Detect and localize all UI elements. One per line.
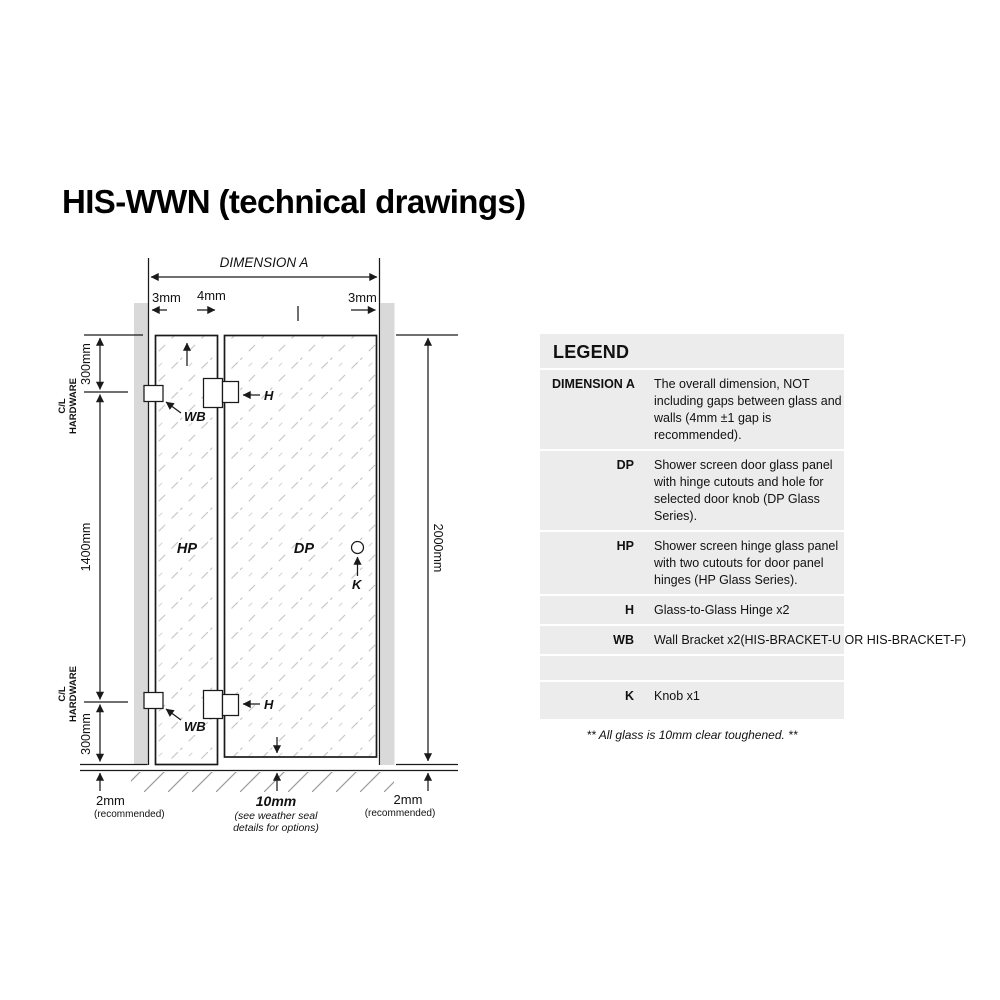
legend-definition: The overall dimension, NOT including gaps between glass and walls (4mm ±1 gap is recommended). <box>654 377 842 442</box>
gap-middle-label: 4mm <box>197 288 226 303</box>
floor <box>80 765 458 793</box>
legend-term: DP <box>616 458 634 472</box>
hinge-panel-label: HP <box>176 541 198 557</box>
legend-term <box>552 662 634 675</box>
wall-bracket-bottom <box>144 693 163 709</box>
floor-hatch <box>131 772 394 792</box>
cl-hardware-top-line1: C/L <box>57 398 68 414</box>
dim-300-top: 300mm <box>79 343 93 385</box>
cl-hardware-bottom-line1: C/L <box>57 686 68 702</box>
dim-2000: 2000mm <box>431 523 445 573</box>
dimension-a <box>151 255 377 277</box>
door-panel-label: DP <box>293 541 315 557</box>
right-dimension-chain <box>396 335 458 761</box>
legend-definition: Wall Bracket x2(HIS-BRACKET-U OR HIS-BRACKET-F) <box>654 633 967 647</box>
legend-definition: Glass-to-Glass Hinge x2 <box>654 603 790 617</box>
legend-term: WB <box>613 633 634 647</box>
hinge-top-tab <box>223 382 239 403</box>
gap-right-label: 3mm <box>348 290 377 305</box>
gap-10mm-note-line2: details for options) <box>233 822 319 834</box>
knob-circle <box>352 542 364 554</box>
left-dimension-chain <box>57 335 143 762</box>
legend-definition: Shower screen door glass panel with hinge cutouts and hole for selected door knob (DP Glass Series). <box>654 458 833 523</box>
gap-2mm-left-note: (recommended) <box>94 809 165 820</box>
wall-bracket-bottom-label: WB <box>184 719 206 734</box>
wall-left <box>134 258 149 765</box>
hinge-top-label: H <box>264 388 274 403</box>
gap-2mm-left-value: 2mm <box>96 793 125 808</box>
cl-hardware-top-line2: HARDWARE <box>68 378 79 434</box>
wall-bracket-top-label: WB <box>184 409 206 424</box>
legend-row-dp <box>540 449 844 530</box>
hinge-top-body <box>204 379 223 408</box>
hinge-bottom-body <box>204 691 223 719</box>
gap-2mm-right-value: 2mm <box>393 792 423 807</box>
legend-definition: Knob x1 <box>654 689 700 703</box>
legend-row-k <box>540 680 844 719</box>
technical-drawing <box>40 240 500 845</box>
cl-hardware-bottom-line2: HARDWARE <box>68 666 79 722</box>
legend-term: HP <box>616 539 634 553</box>
dim-1400: 1400mm <box>79 522 93 572</box>
legend-panel <box>540 334 967 719</box>
legend-row-h <box>540 594 844 624</box>
legend-row-empty <box>540 654 844 680</box>
legend-term: H <box>624 603 634 617</box>
legend-row-dimension-a <box>540 368 844 449</box>
legend-row-hp <box>540 530 844 594</box>
legend-wrap <box>540 334 967 742</box>
legend-title: LEGEND <box>553 342 630 362</box>
legend-definition: Shower screen hinge glass panel with two cutouts for door panel hinges (HP Glass Series). <box>654 539 839 587</box>
gap-10mm-note-line1: (see weather seal <box>234 810 318 822</box>
dim-300-bottom: 300mm <box>79 713 93 755</box>
legend-term: DIMENSION A <box>552 377 635 391</box>
gap-10mm-value: 10mm <box>255 793 297 809</box>
legend-row-wb <box>540 624 967 654</box>
dimension-a-label: DIMENSION A <box>219 255 309 270</box>
legend-footnote: ** All glass is 10mm clear toughened. ** <box>586 728 798 742</box>
legend-definition <box>654 662 846 675</box>
top-gap-dimensions <box>152 288 377 321</box>
legend-term: K <box>624 689 634 703</box>
wall-right <box>380 258 395 765</box>
hinge-bottom-label: H <box>264 697 274 712</box>
knob-label: K <box>352 577 362 592</box>
hinge-bottom-tab <box>223 695 239 716</box>
page-title: HIS-WWN (technical drawings) <box>62 183 526 220</box>
wall-bracket-top <box>144 386 163 402</box>
gap-left-label: 3mm <box>152 290 181 305</box>
gap-2mm-right-note: (recommended) <box>364 808 436 819</box>
